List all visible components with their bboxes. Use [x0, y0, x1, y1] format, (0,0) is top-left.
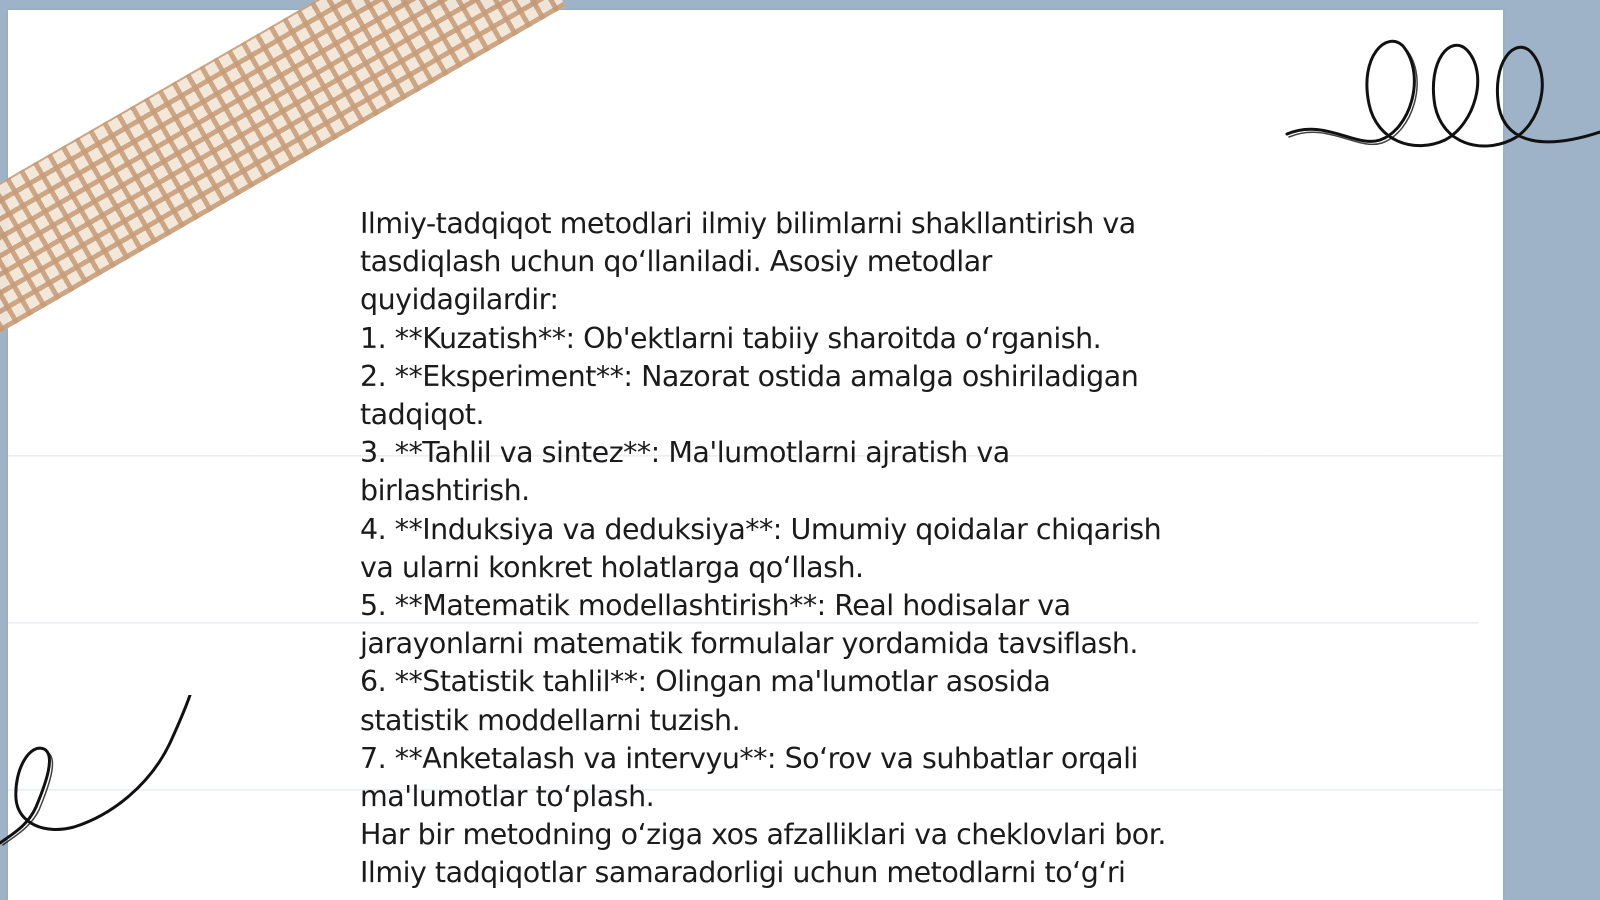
- text-line: Ilmiy tadqiqotlar samaradorligi uchun metodlarni to‘g‘ri: [360, 856, 1126, 890]
- list-item: 6. **Statistik tahlil**: Olingan ma'lumotlar asosida: [360, 665, 1051, 699]
- text-line: quyidagilardir:: [360, 283, 559, 317]
- text-line: tasdiqlash uchun qo‘llaniladi. Asosiy metodlar: [360, 245, 992, 279]
- list-item: 7. **Anketalash va intervyu**: So‘rov va suhbatlar orqali: [360, 741, 1138, 775]
- list-item: 5. **Matematik modellashtirish**: Real hodisalar va: [360, 589, 1071, 623]
- list-item: tadqiqot.: [360, 398, 485, 432]
- text-line: Har bir metodning o‘ziga xos afzalliklari va cheklovlari bor.: [360, 818, 1166, 852]
- list-item: 1. **Kuzatish**: Ob'ektlarni tabiiy sharoitda o‘rganish.: [360, 321, 1102, 355]
- list-item: jarayonlarni matematik formulalar yordamida tavsiflash.: [360, 627, 1138, 661]
- list-item: 2. **Eksperiment**: Nazorat ostida amalga oshiriladigan: [360, 359, 1139, 393]
- list-item: 3. **Tahlil va sintez**: Ma'lumotlarni ajratish va: [360, 436, 1010, 470]
- list-item: statistik moddellarni tuzish.: [360, 703, 741, 737]
- document-body: [360, 205, 1240, 893]
- list-item: va ularni konkret holatlarga qo‘llash.: [360, 550, 864, 584]
- text-line: Ilmiy-tadqiqot metodlari ilmiy bilimlarni shakllantirish va: [360, 207, 1136, 240]
- list-item: birlashtirish.: [360, 474, 530, 508]
- list-item: ma'lumotlar to‘plash.: [360, 780, 655, 814]
- list-item: 4. **Induksiya va deduksiya**: Umumiy qoidalar chiqarish: [360, 512, 1162, 546]
